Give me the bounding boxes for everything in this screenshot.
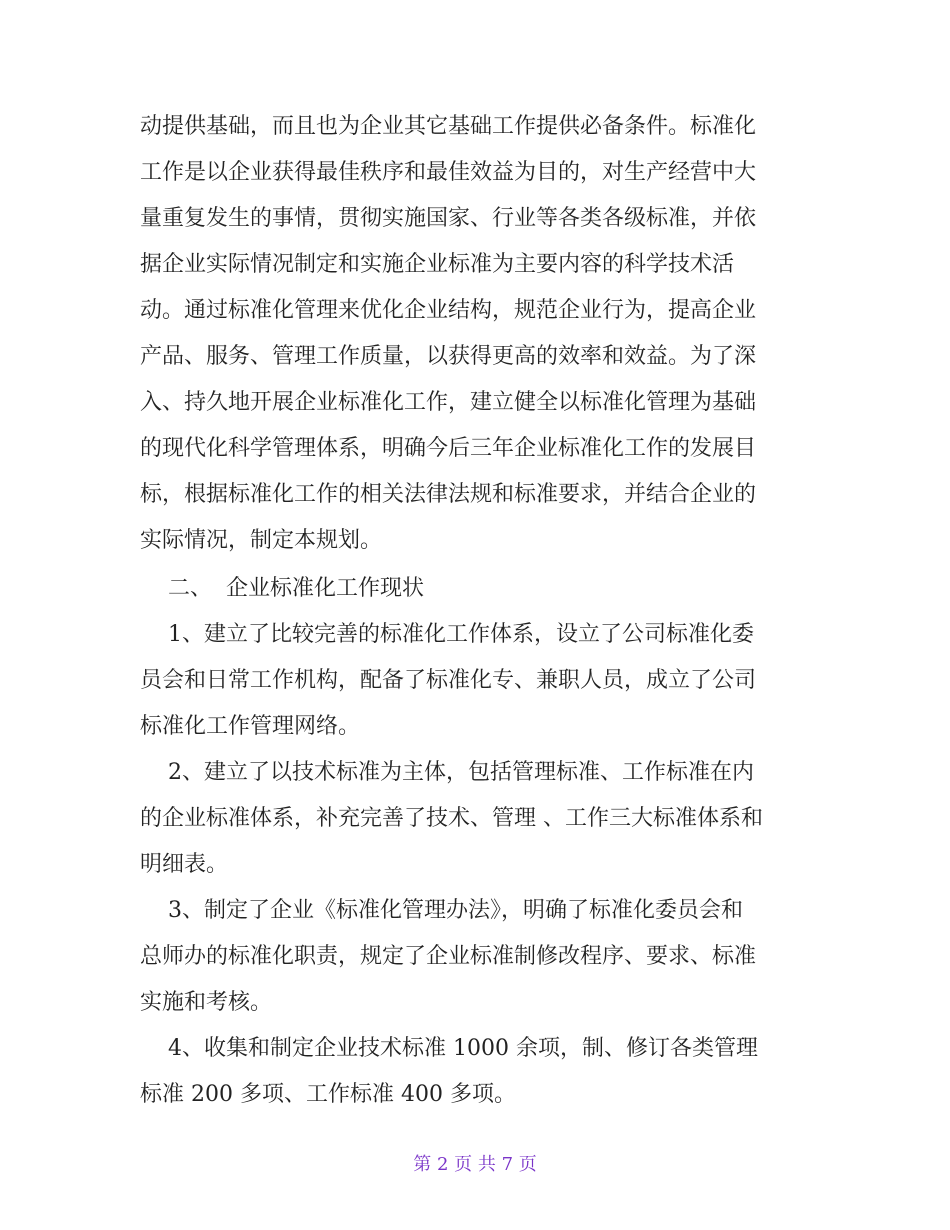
- body-line: 2、建立了以技术标准为主体，包括管理标准、工作标准在内: [140, 760, 754, 785]
- body-line: 总师办的标准化职责，规定了企业标准制修改程序、要求、标准: [140, 944, 757, 969]
- body-line: 标准 200 多项、工作标准 400 多项。: [140, 1082, 516, 1107]
- body-line: 3、制定了企业《标准化管理办法》，明确了标准化委员会和: [140, 898, 743, 923]
- body-line: 入、持久地开展企业标准化工作，建立健全以标准化管理为基础: [140, 390, 757, 415]
- body-line: 实际情况，制定本规划。: [140, 528, 383, 553]
- body-line: 的企业标准体系，补充完善了技术、管理 、工作三大标准体系和: [140, 806, 763, 831]
- body-line: 员会和日常工作机构，配备了标准化专、兼职人员，成立了公司: [140, 668, 757, 693]
- body-line: 标，根据标准化工作的相关法律法规和标准要求，并结合企业的: [140, 482, 757, 507]
- body-line: 工作是以企业获得最佳秩序和最佳效益为目的，对生产经营中大: [140, 160, 757, 185]
- body-line: 1、建立了比较完善的标准化工作体系，设立了公司标准化委: [140, 622, 754, 647]
- body-line: 明细表。: [140, 852, 229, 877]
- body-line: 实施和考核。: [140, 990, 273, 1015]
- body-line: 的现代化科学管理体系，明确今后三年企业标准化工作的发展目: [140, 436, 757, 461]
- section-heading: 二、 企业标准化工作现状: [140, 576, 424, 601]
- body-line: 据企业实际情况制定和实施企业标准为主要内容的科学技术活: [140, 252, 735, 277]
- body-line: 动。通过标准化管理来优化企业结构，规范企业行为，提高企业: [140, 298, 757, 323]
- body-line: 4、收集和制定企业技术标准 1000 余项，制、修订各类管理: [140, 1036, 758, 1061]
- body-line: 量重复发生的事情，贯彻实施国家、行业等各类各级标准，并依: [140, 206, 757, 231]
- body-line: 动提供基础，而且也为企业其它基础工作提供必备条件。标准化: [140, 114, 757, 139]
- body-line: 标准化工作管理网络。: [140, 714, 361, 739]
- page-number-footer: 第 2 页 共 7 页: [413, 1154, 537, 1175]
- body-line: 产品、服务、管理工作质量，以获得更高的效率和效益。为了深: [140, 344, 757, 369]
